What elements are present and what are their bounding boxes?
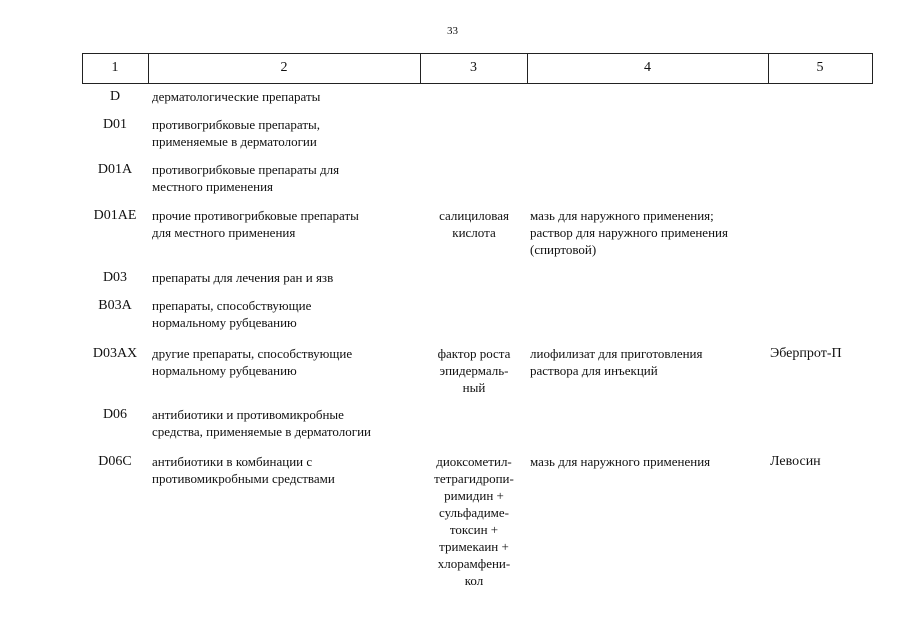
group-name: препараты для лечения ран и язв (152, 270, 334, 285)
column-divider (872, 53, 873, 83)
group-name: антибиотики в комбинации с противомикробными средствами (152, 454, 335, 486)
active-substance: салициловая кислота (439, 208, 509, 240)
atc-code: D06 (102, 407, 128, 422)
column-header-2: 2 (280, 60, 288, 75)
group-name: противогрибковые препараты для местного применения (152, 162, 340, 194)
active-substance: диоксометил- тетрагидропи- римидин + сульфадиме- токсин + тримекаин + хлорамфени- кол (434, 454, 514, 588)
atc-code: D01 (102, 117, 128, 132)
atc-code: D03 (102, 270, 128, 285)
trade-name: Эберпрот-П (770, 346, 842, 361)
dosage-form: мазь для наружного применения; раствор для наружного применения (спиртовой) (530, 208, 728, 257)
atc-code: D (109, 89, 121, 104)
column-header-4: 4 (644, 60, 651, 75)
group-name: антибиотики и противомикробные средства, применяемые в дерматологии (152, 407, 371, 439)
atc-code: D06C (98, 454, 132, 469)
column-header-1: 1 (111, 60, 119, 75)
group-name: препараты, способствующие нормальному рубцеванию (152, 298, 312, 330)
atc-code: B03A (98, 298, 132, 313)
page-number: 33 (447, 25, 458, 37)
dosage-form: лиофилизат для приготовления раствора для инъекций (530, 346, 703, 378)
group-name: дерматологические препараты (152, 89, 321, 104)
column-header-5: 5 (816, 60, 824, 75)
table-header-bottom-rule (82, 83, 873, 84)
group-name: противогрибковые препараты, применяемые в дерматологии (152, 117, 320, 149)
atc-code: D01A (97, 162, 133, 177)
trade-name: Левосин (770, 454, 821, 469)
group-name: другие препараты, способствующие нормальному рубцеванию (152, 346, 353, 378)
group-name: прочие противогрибковые препараты для местного применения (152, 208, 359, 240)
atc-code: D01AE (93, 208, 137, 223)
atc-code: D03AX (92, 346, 138, 361)
dosage-form: мазь для наружного применения (530, 454, 711, 469)
column-header-3: 3 (470, 60, 477, 75)
active-substance: фактор роста эпидермаль- ный (437, 346, 511, 395)
